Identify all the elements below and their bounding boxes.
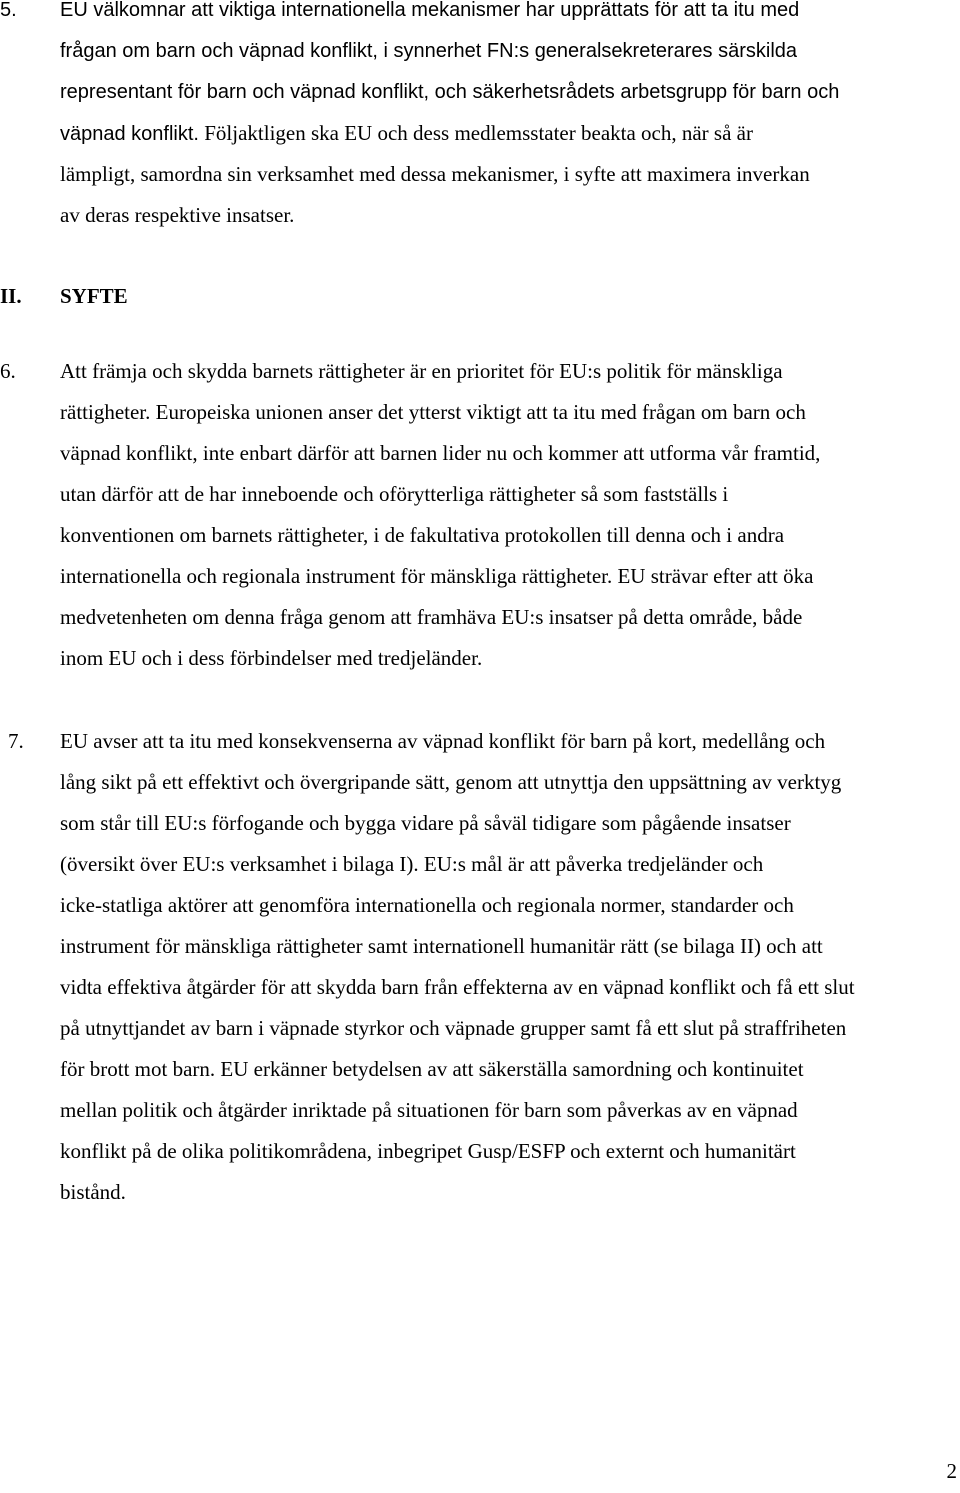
text-line: konventionen om barnets rättigheter, i de fakultativa protokollen till denna och i andra: [60, 523, 785, 547]
text-line: för brott mot barn. EU erkänner betydelsen av att säkerställa samordning och kontinuitet: [60, 1057, 804, 1081]
text-line: internationella och regionala instrument för mänskliga rättigheter. EU strävar efter att öka: [60, 564, 814, 588]
text-line: vidta effektiva åtgärder för att skydda barn från effekterna av en väpnad konflikt och få ett slut: [60, 975, 855, 999]
paragraph-body: [60, 0, 958, 236]
text-line: bistånd.: [60, 1180, 126, 1204]
text-line: inom EU och i dess förbindelser med tredjeländer.: [60, 646, 483, 670]
paragraph-6: [0, 351, 960, 679]
heading-number: II.: [0, 284, 22, 308]
paragraph-number: 5.: [0, 0, 17, 21]
text-line: väpnad konflikt, inte enbart därför att barnen lider nu och kommer att utforma vår framtid,: [60, 441, 821, 465]
text-line: av deras respektive insatser.: [60, 203, 295, 227]
paragraph-number: 6.: [0, 359, 16, 383]
text-line: medvetenheten om denna fråga genom att framhäva EU:s insatser på detta område, både: [60, 605, 803, 629]
text-line: konflikt på de olika politikområdena, inbegripet Gusp/ESFP och externt och humanitärt: [60, 1139, 796, 1163]
paragraph-number: 7.: [8, 729, 24, 753]
text-line: icke-statliga aktörer att genomföra internationella och regionala normer, standarder och: [60, 893, 794, 917]
paragraph-body: [60, 351, 958, 679]
text-line: EU avser att ta itu med konsekvenserna av väpnad konflikt för barn på kort, medellång och: [60, 729, 826, 753]
text-line: lämpligt, samordna sin verksamhet med dessa mekanismer, i syfte att maximera inverkan: [60, 162, 810, 186]
text-line: [60, 113, 958, 154]
heading-text: SYFTE: [60, 284, 128, 308]
section-heading: [0, 276, 960, 317]
text-line: frågan om barn och väpnad konflikt, i synnerhet FN:s generalsekreterares särskilda: [60, 40, 798, 62]
text-line: EU välkomnar att viktiga internationella mekanismer har upprättats för att ta itu med: [60, 0, 800, 21]
text-line: utan därför att de har inneboende och oförytterliga rättigheter så som fastställs i: [60, 482, 729, 506]
text-line: rättigheter. Europeiska unionen anser det ytterst viktigt att ta itu med frågan om barn och: [60, 400, 806, 424]
page-number: 2: [946, 1459, 957, 1483]
text-line: lång sikt på ett effektivt och övergripande sätt, genom att utnyttja den uppsättning av verktyg: [60, 770, 842, 794]
text-line: instrument för mänskliga rättigheter samt internationell humanitär rätt (se bilaga II) och att: [60, 934, 823, 958]
text-segment: väpnad konflikt.: [60, 123, 199, 145]
text-line: mellan politik och åtgärder inriktade på situationen för barn som påverkas av en väpnad: [60, 1098, 798, 1122]
text-line: på utnyttjandet av barn i väpnade styrkor och väpnade grupper samt få ett slut på straffriheten: [60, 1016, 847, 1040]
text-line: som står till EU:s förfogande och bygga vidare på såväl tidigare som pågående insatser: [60, 811, 791, 835]
paragraph-7: [0, 721, 960, 1213]
text-line: representant för barn och väpnad konflikt, och säkerhetsrådets arbetsgrupp för barn och: [60, 81, 840, 103]
paragraph-5: [0, 0, 960, 236]
paragraph-body: [60, 721, 958, 1213]
text-line: Att främja och skydda barnets rättigheter är en prioritet för EU:s politik för mänskliga: [60, 359, 783, 383]
text-segment: Följaktligen ska EU och dess medlemsstater beakta och, när så är: [198, 121, 753, 145]
text-line: (översikt över EU:s verksamhet i bilaga I). EU:s mål är att påverka tredjeländer och: [60, 852, 764, 876]
